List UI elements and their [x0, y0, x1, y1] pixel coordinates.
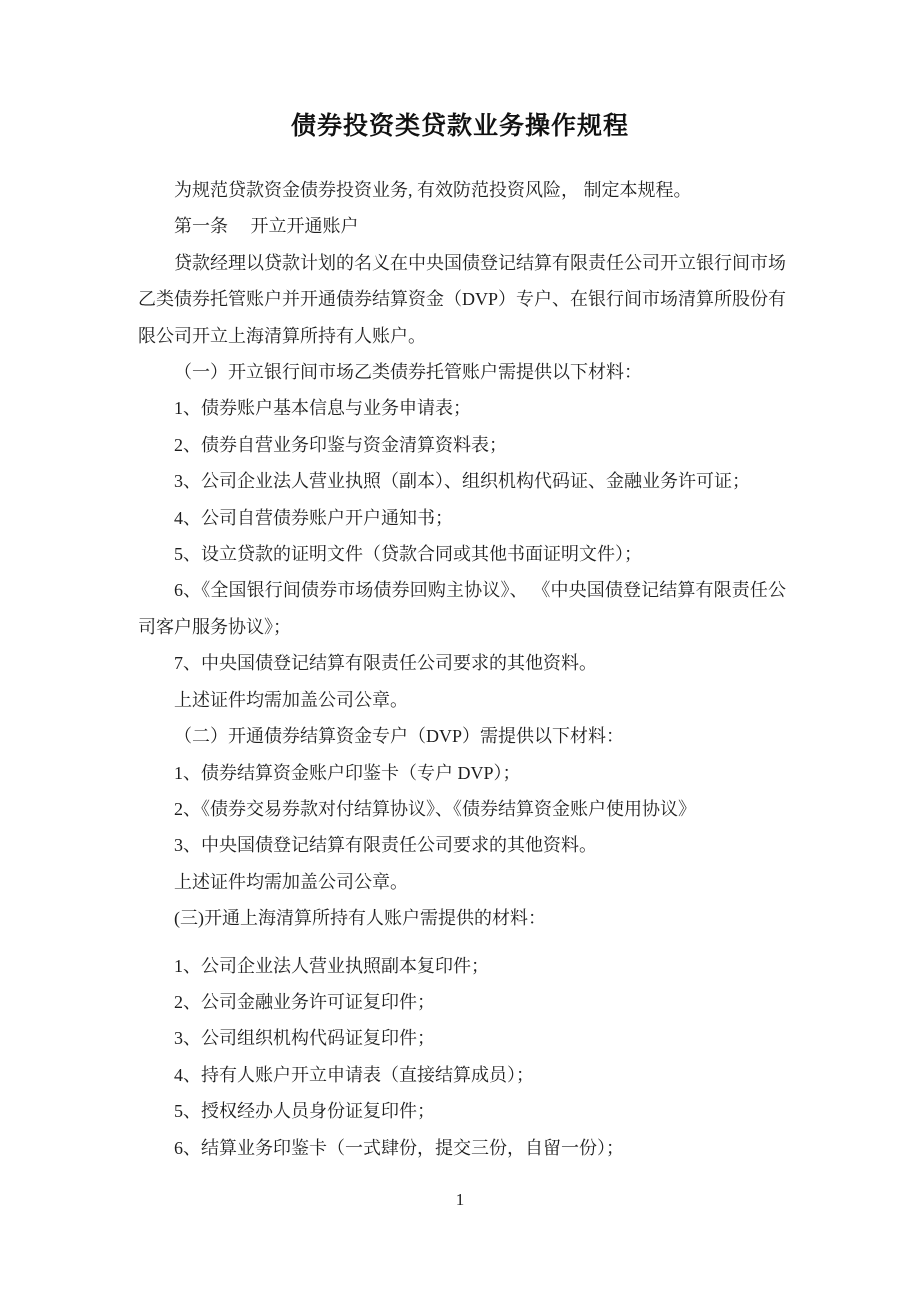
section-2-item-2: 2、《债券交易券款对付结算协议》、《债券结算资金账户使用协议》 [174, 798, 696, 819]
section-1-heading: （一）开立银行间市场乙类债券托管账户需提供以下材料： [174, 362, 642, 383]
section-2-item-3: 3、中央国债登记结算有限责任公司要求的其他资料。 [174, 835, 597, 856]
section-2-heading: （二）开通债券结算资金专户（DVP）需提供以下材料： [174, 726, 625, 747]
section-1-item-7: 7、中央国债登记结算有限责任公司要求的其他资料。 [174, 653, 597, 674]
document-title: 债券投资类贷款业务操作规程 [290, 113, 629, 140]
article-1-heading: 第一条 开立开通账户 [174, 216, 359, 237]
section-3-item-6: 6、结算业务印鉴卡（一式肆份，提交三份，自留一份）； [174, 1137, 624, 1158]
section-1-item-5: 5、设立贷款的证明文件（贷款合同或其他书面证明文件）； [174, 544, 642, 565]
section-1-item-1: 1、债券账户基本信息与业务申请表； [174, 398, 471, 419]
section-2-item-1: 1、债券结算资金账户印鉴卡（专户 DVP）； [174, 762, 521, 783]
section-1-item-6: 6、《全国银行间债券市场债券回购主协议》、 《中央国债登记结算有限责任公司客户服务协议》； [138, 580, 786, 637]
page-number: 1 [455, 1190, 465, 1209]
section-3-item-5: 5、授权经办人员身份证复印件； [174, 1101, 435, 1122]
section-2-note: 上述证件均需加盖公司公章。 [174, 871, 408, 892]
section-3-item-3: 3、公司组织机构代码证复印件； [174, 1028, 435, 1049]
section-1-item-2: 2、债券自营业务印鉴与资金清算资料表； [174, 434, 507, 455]
section-1-item-3: 3、公司企业法人营业执照（副本）、组织机构代码证、金融业务许可证； [174, 471, 750, 492]
section-1-note: 上述证件均需加盖公司公章。 [174, 689, 408, 710]
section-3-item-2: 2、公司金融业务许可证复印件； [174, 991, 435, 1012]
section-3-item-4: 4、持有人账户开立申请表（直接结算成员）； [174, 1064, 534, 1085]
intro-paragraph: 为规范贷款资金债券投资业务, 有效防范投资风险， 制定本规程。 [174, 180, 692, 200]
section-3-heading: (三)开通上海清算所持有人账户需提供的材料： [174, 908, 546, 929]
article-1-body-paragraph: 贷款经理以贷款计划的名义在中央国债登记结算有限责任公司开立银行间市场乙类债券托管账户并开通债券结算资金（DVP）专户、在银行间市场清算所股份有限公司开立上海清算所持有人账户。 [138, 252, 787, 346]
section-3-item-1: 1、公司企业法人营业执照副本复印件； [174, 955, 489, 976]
section-1-item-4: 4、公司自营债券账户开户通知书； [174, 507, 453, 528]
document-body [138, 172, 786, 1166]
